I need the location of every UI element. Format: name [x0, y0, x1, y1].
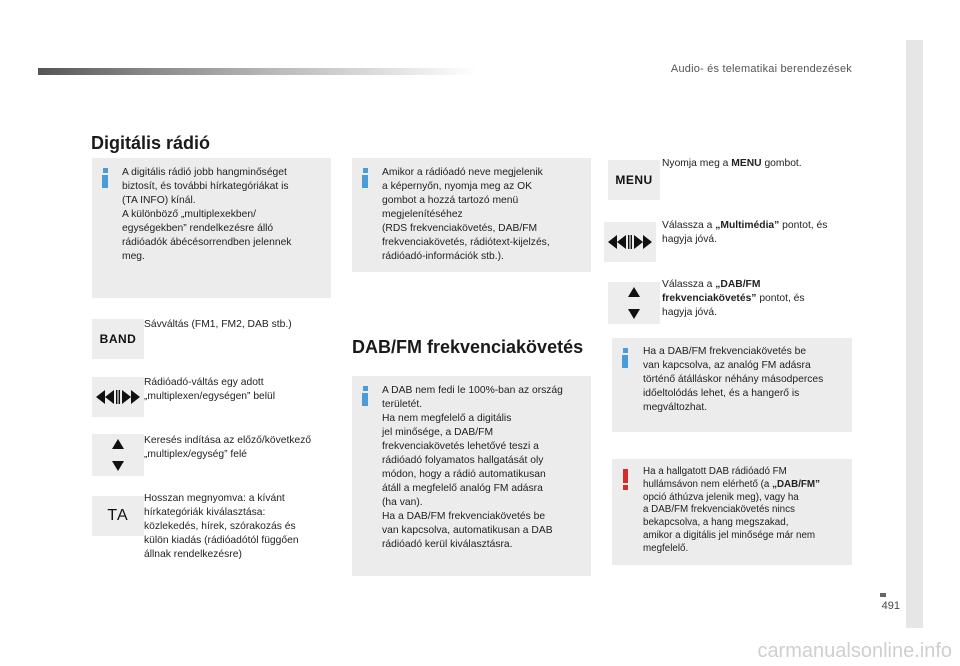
control-description-search: Keresés indítása az előző/következő „multiplex/egység” felé — [144, 435, 312, 460]
info-box-dab-coverage — [352, 376, 591, 576]
info-box-ok-menu — [352, 158, 591, 272]
step-multimedia-text: Válassza a „Multimédia” pontot, és hagyja jóvá. — [662, 220, 828, 245]
info-box-text: A digitális rádió jobb hangminőséget biztosít, és további hírkategóriákat is (TA INFO) kínál. A különböző „multiplexekben/ egységekben” rendelkezésre álló rádióadók ábécésorrendben jelennek meg. — [122, 167, 292, 262]
ta-label: TA — [107, 507, 129, 524]
band-button-icon — [92, 319, 144, 359]
page-marker — [880, 593, 886, 597]
info-box-digital-radio — [92, 158, 331, 298]
watermark: carmanualsonline.info — [757, 640, 952, 662]
step-dab-fm-text: Válassza a „DAB/FM frekvenciakövetés” pontot, és hagyja jóvá. — [662, 279, 805, 318]
menu-button-icon — [608, 160, 660, 200]
info-box-text: A DAB nem fedi le 100%-ban az ország területét. Ha nem megfelelő a digitális jel minősége, a DAB/FM frekvenciakövetés lehetővé teszi a rádióadó folyamatos hallgatását oly módon, hogy a rádió automatikusan átáll a megfelelő analóg FM adásra (ha van). Ha a DAB/FM frekvenciakövetés be van kapcsolva, automatikusan a DAB rádióadó kerül kiválasztásra. — [382, 385, 563, 550]
seek-buttons-icon — [604, 222, 656, 262]
info-icon — [102, 168, 108, 188]
info-box-fm-switch — [612, 338, 852, 432]
warning-box-text: Ha a hallgatott DAB rádióadó FM hullámsávon nem elérhető (a „DAB/FM” opció áthúzva jelenik meg), vagy ha a DAB/FM frekvenciakövetés nincs bekapcsolva, a hang megszakad, amikor a digitális jel minősége már nem megfelelő. — [643, 466, 820, 554]
info-icon — [362, 168, 368, 188]
side-margin-strip — [906, 40, 923, 628]
chapter-title: Audio- és telematikai berendezések — [670, 63, 852, 75]
control-description-ta: Hosszan megnyomva: a kívánt hírkategóriák kiválasztása: közlekedés, hírek, szórakozás és külön kiadás (rádióadótól függően állnak rendelkezésre) — [144, 493, 299, 560]
menu-label: MENU — [615, 173, 653, 187]
up-down-arrows-icon — [608, 282, 660, 324]
band-label: BAND — [99, 332, 137, 346]
section-title-digital-radio: Digitális rádió — [91, 133, 211, 153]
header-gradient-bar — [38, 68, 478, 75]
info-box-text: Amikor a rádióadó neve megjelenik a képernyőn, nyomja meg az OK gombot a hozzá tartozó menü megjelenítéséhez (RDS frekvenciakövetés, DAB/FM frekvenciakövetés, rádiótext-kijelzés, rádióadó-információk stb.). — [382, 167, 550, 262]
step-menu-text: Nyomja meg a MENU gombot. — [662, 158, 802, 169]
control-description-band: Sávváltás (FM1, FM2, DAB stb.) — [144, 319, 292, 330]
control-description-seek: Rádióadó-váltás egy adott „multiplexen/egységen” belül — [144, 377, 276, 402]
info-box-text: Ha a DAB/FM frekvenciakövetés be van kapcsolva, az analóg FM adásra történő átálláskor néhány másodperces időeltolódás lehet, és a hangerő is megváltozhat. — [643, 346, 824, 413]
section-title-dab-fm: DAB/FM frekvenciakövetés — [352, 337, 584, 357]
info-icon — [362, 386, 368, 406]
warning-box — [612, 459, 852, 565]
ta-button-icon — [92, 496, 144, 536]
info-icon — [622, 348, 628, 368]
up-down-arrows-icon — [92, 434, 144, 476]
page-number: 491 — [881, 600, 900, 612]
warning-icon — [622, 469, 628, 490]
seek-buttons-icon — [92, 377, 144, 417]
